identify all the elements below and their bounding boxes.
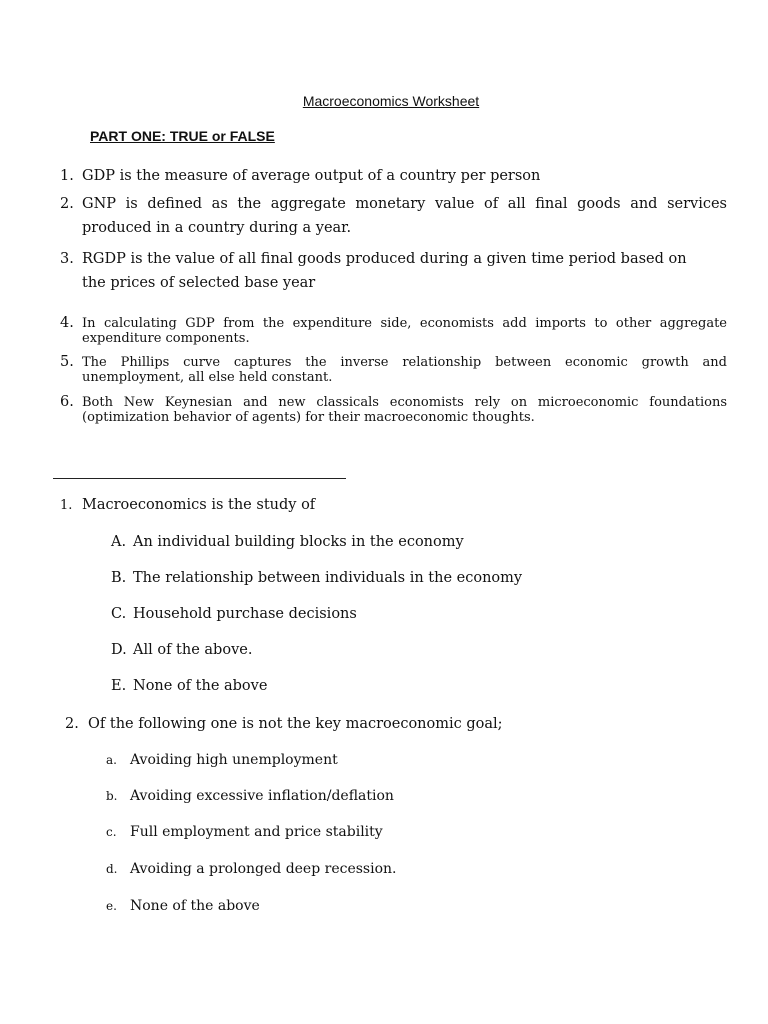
tf-item-1	[60, 168, 541, 184]
option-letter: C.	[111, 606, 127, 622]
option-letter: c.	[106, 825, 117, 839]
option-c	[111, 606, 357, 622]
tf-number: 3.	[60, 251, 74, 267]
option-letter: e.	[106, 899, 117, 913]
option-text: An individual building blocks in the economy	[133, 534, 464, 550]
tf-text-line: produced in a country during a year.	[82, 220, 352, 236]
tf-number: 6.	[60, 394, 74, 410]
tf-text: GDP is the measure of average output of a country per person	[82, 168, 541, 184]
tf-text-line: RGDP is the value of all final goods produced during a given time period based on	[82, 251, 687, 267]
option-text: Full employment and price stability	[130, 824, 383, 840]
tf-text-line: In calculating GDP from the expenditure side, economists add imports to other aggregate	[82, 316, 727, 331]
question-1	[60, 497, 316, 513]
option-b	[111, 570, 523, 586]
tf-item-5	[60, 354, 727, 385]
option-text: Household purchase decisions	[133, 606, 357, 622]
tf-text-line: the prices of selected base year	[82, 275, 316, 291]
tf-number: 1.	[60, 168, 74, 184]
option-e	[106, 898, 260, 914]
option-c	[106, 824, 383, 840]
section-heading-part-one: PART ONE: TRUE or FALSE	[90, 128, 275, 144]
option-a	[106, 752, 338, 768]
option-text: All of the above.	[133, 642, 253, 658]
option-letter: d.	[106, 862, 118, 876]
option-text: Avoiding high unemployment	[130, 752, 338, 768]
option-letter: D.	[111, 642, 127, 658]
tf-text-line: unemployment, all else held constant.	[82, 370, 333, 385]
tf-text-line: GNP is defined as the aggregate monetary value of all final goods and services	[82, 196, 727, 212]
option-text: Avoiding a prolonged deep recession.	[130, 861, 397, 877]
tf-text-line: Both New Keynesian and new classicals economists rely on microeconomic foundations	[82, 395, 727, 410]
option-text: None of the above	[133, 678, 268, 694]
section-divider	[53, 478, 346, 479]
option-e	[111, 678, 268, 694]
option-text: None of the above	[130, 898, 260, 914]
tf-item-2	[60, 196, 727, 236]
option-letter: b.	[106, 789, 118, 803]
tf-item-4	[60, 315, 727, 346]
tf-number: 5.	[60, 354, 74, 370]
option-b	[106, 788, 394, 804]
question-text: Of the following one is not the key macroeconomic goal;	[88, 716, 503, 732]
option-d	[111, 642, 253, 658]
tf-item-3	[60, 251, 687, 291]
option-letter: a.	[106, 753, 117, 767]
option-text: Avoiding excessive inflation/deflation	[130, 788, 394, 804]
tf-text-line: expenditure components.	[82, 331, 250, 346]
tf-text-line: The Phillips curve captures the inverse relationship between economic growth and	[82, 355, 727, 370]
option-a	[111, 534, 464, 550]
tf-item-6	[60, 394, 727, 425]
page-title: Macroeconomics Worksheet	[302, 93, 480, 109]
option-letter: E.	[111, 678, 127, 694]
question-2	[65, 716, 503, 732]
tf-number: 4.	[60, 315, 74, 331]
tf-number: 2.	[60, 196, 74, 212]
option-letter: A.	[111, 534, 127, 550]
question-number: 2.	[65, 716, 79, 732]
option-d	[106, 861, 397, 877]
option-text: The relationship between individuals in the economy	[133, 570, 523, 586]
tf-text-line: (optimization behavior of agents) for their macroeconomic thoughts.	[82, 410, 535, 425]
question-number: 1.	[60, 498, 73, 513]
option-letter: B.	[111, 570, 127, 586]
question-text: Macroeconomics is the study of	[82, 497, 316, 513]
